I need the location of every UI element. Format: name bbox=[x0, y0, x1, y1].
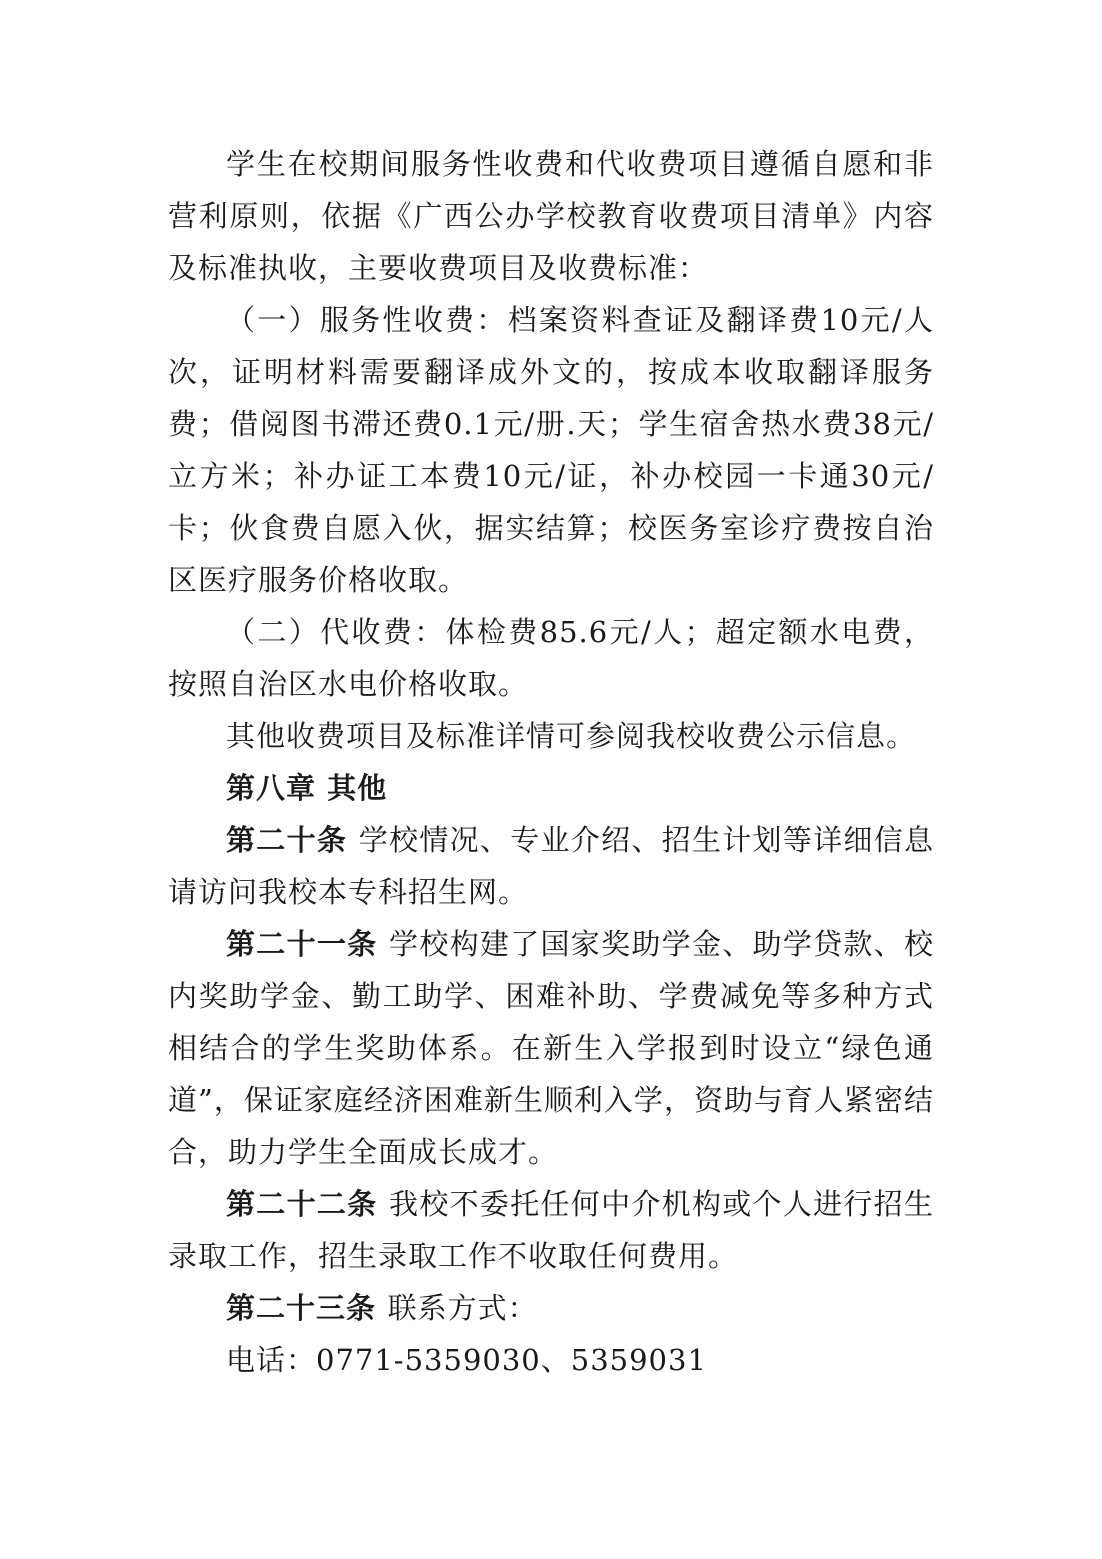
article-label: 第二十一条 bbox=[226, 927, 378, 961]
paragraph-fees-intro: 学生在校期间服务性收费和代收费项目遵循自愿和非营利原则，依据《广西公办学校教育收费项目清单》内容及标准执收，主要收费项目及收费标准： bbox=[168, 147, 934, 285]
article-text: 我校不委托任何中介机构或个人进行招生录取工作，招生录取工作不收取任何费用。 bbox=[168, 1187, 934, 1273]
paragraph-other-fees: 其他收费项目及标准详情可参阅我校收费公示信息。 bbox=[226, 719, 917, 753]
article-text: 学校构建了国家奖助学金、助学贷款、校内奖助学金、勤工助学、困难补助、学费减免等多种方式相结合的学生奖助体系。在新生入学报到时设立“绿色通道”，保证家庭经济困难新生顺利入学，资助与育人紧密结合，助力学生全面成长成才。 bbox=[168, 927, 934, 1169]
article-21 bbox=[168, 918, 934, 1178]
article-label: 第二十三条 bbox=[226, 1291, 377, 1325]
paragraph-service-fees: （一）服务性收费：档案资料查证及翻译费10元/人次，证明材料需要翻译成外文的，按成本收取翻译服务费；借阅图书滞还费0.1元/册.天；学生宿舍热水费38元/立方米；补办证工本费10元/证，补办校园一卡通30元/卡；伙食费自愿入伙，据实结算；校医务室诊疗费按自治区医疗服务价格收取。 bbox=[168, 303, 934, 597]
article-23 bbox=[168, 1282, 934, 1334]
chapter-title: 第八章 其他 bbox=[226, 771, 388, 805]
article-20 bbox=[168, 814, 934, 918]
contact-phone: 电话：0771-5359030、5359031 bbox=[226, 1343, 707, 1377]
document-body bbox=[168, 138, 934, 1386]
article-22 bbox=[168, 1178, 934, 1282]
article-label: 第二十条 bbox=[226, 823, 348, 857]
article-text: 学校情况、专业介绍、招生计划等详细信息请访问我校本专科招生网。 bbox=[168, 823, 934, 909]
article-text: 联系方式： bbox=[387, 1291, 538, 1325]
paragraph-agency-fees: （二）代收费：体检费85.6元/人；超定额水电费，按照自治区水电价格收取。 bbox=[168, 615, 934, 701]
chapter-heading bbox=[168, 762, 934, 814]
article-label: 第二十二条 bbox=[226, 1187, 378, 1221]
